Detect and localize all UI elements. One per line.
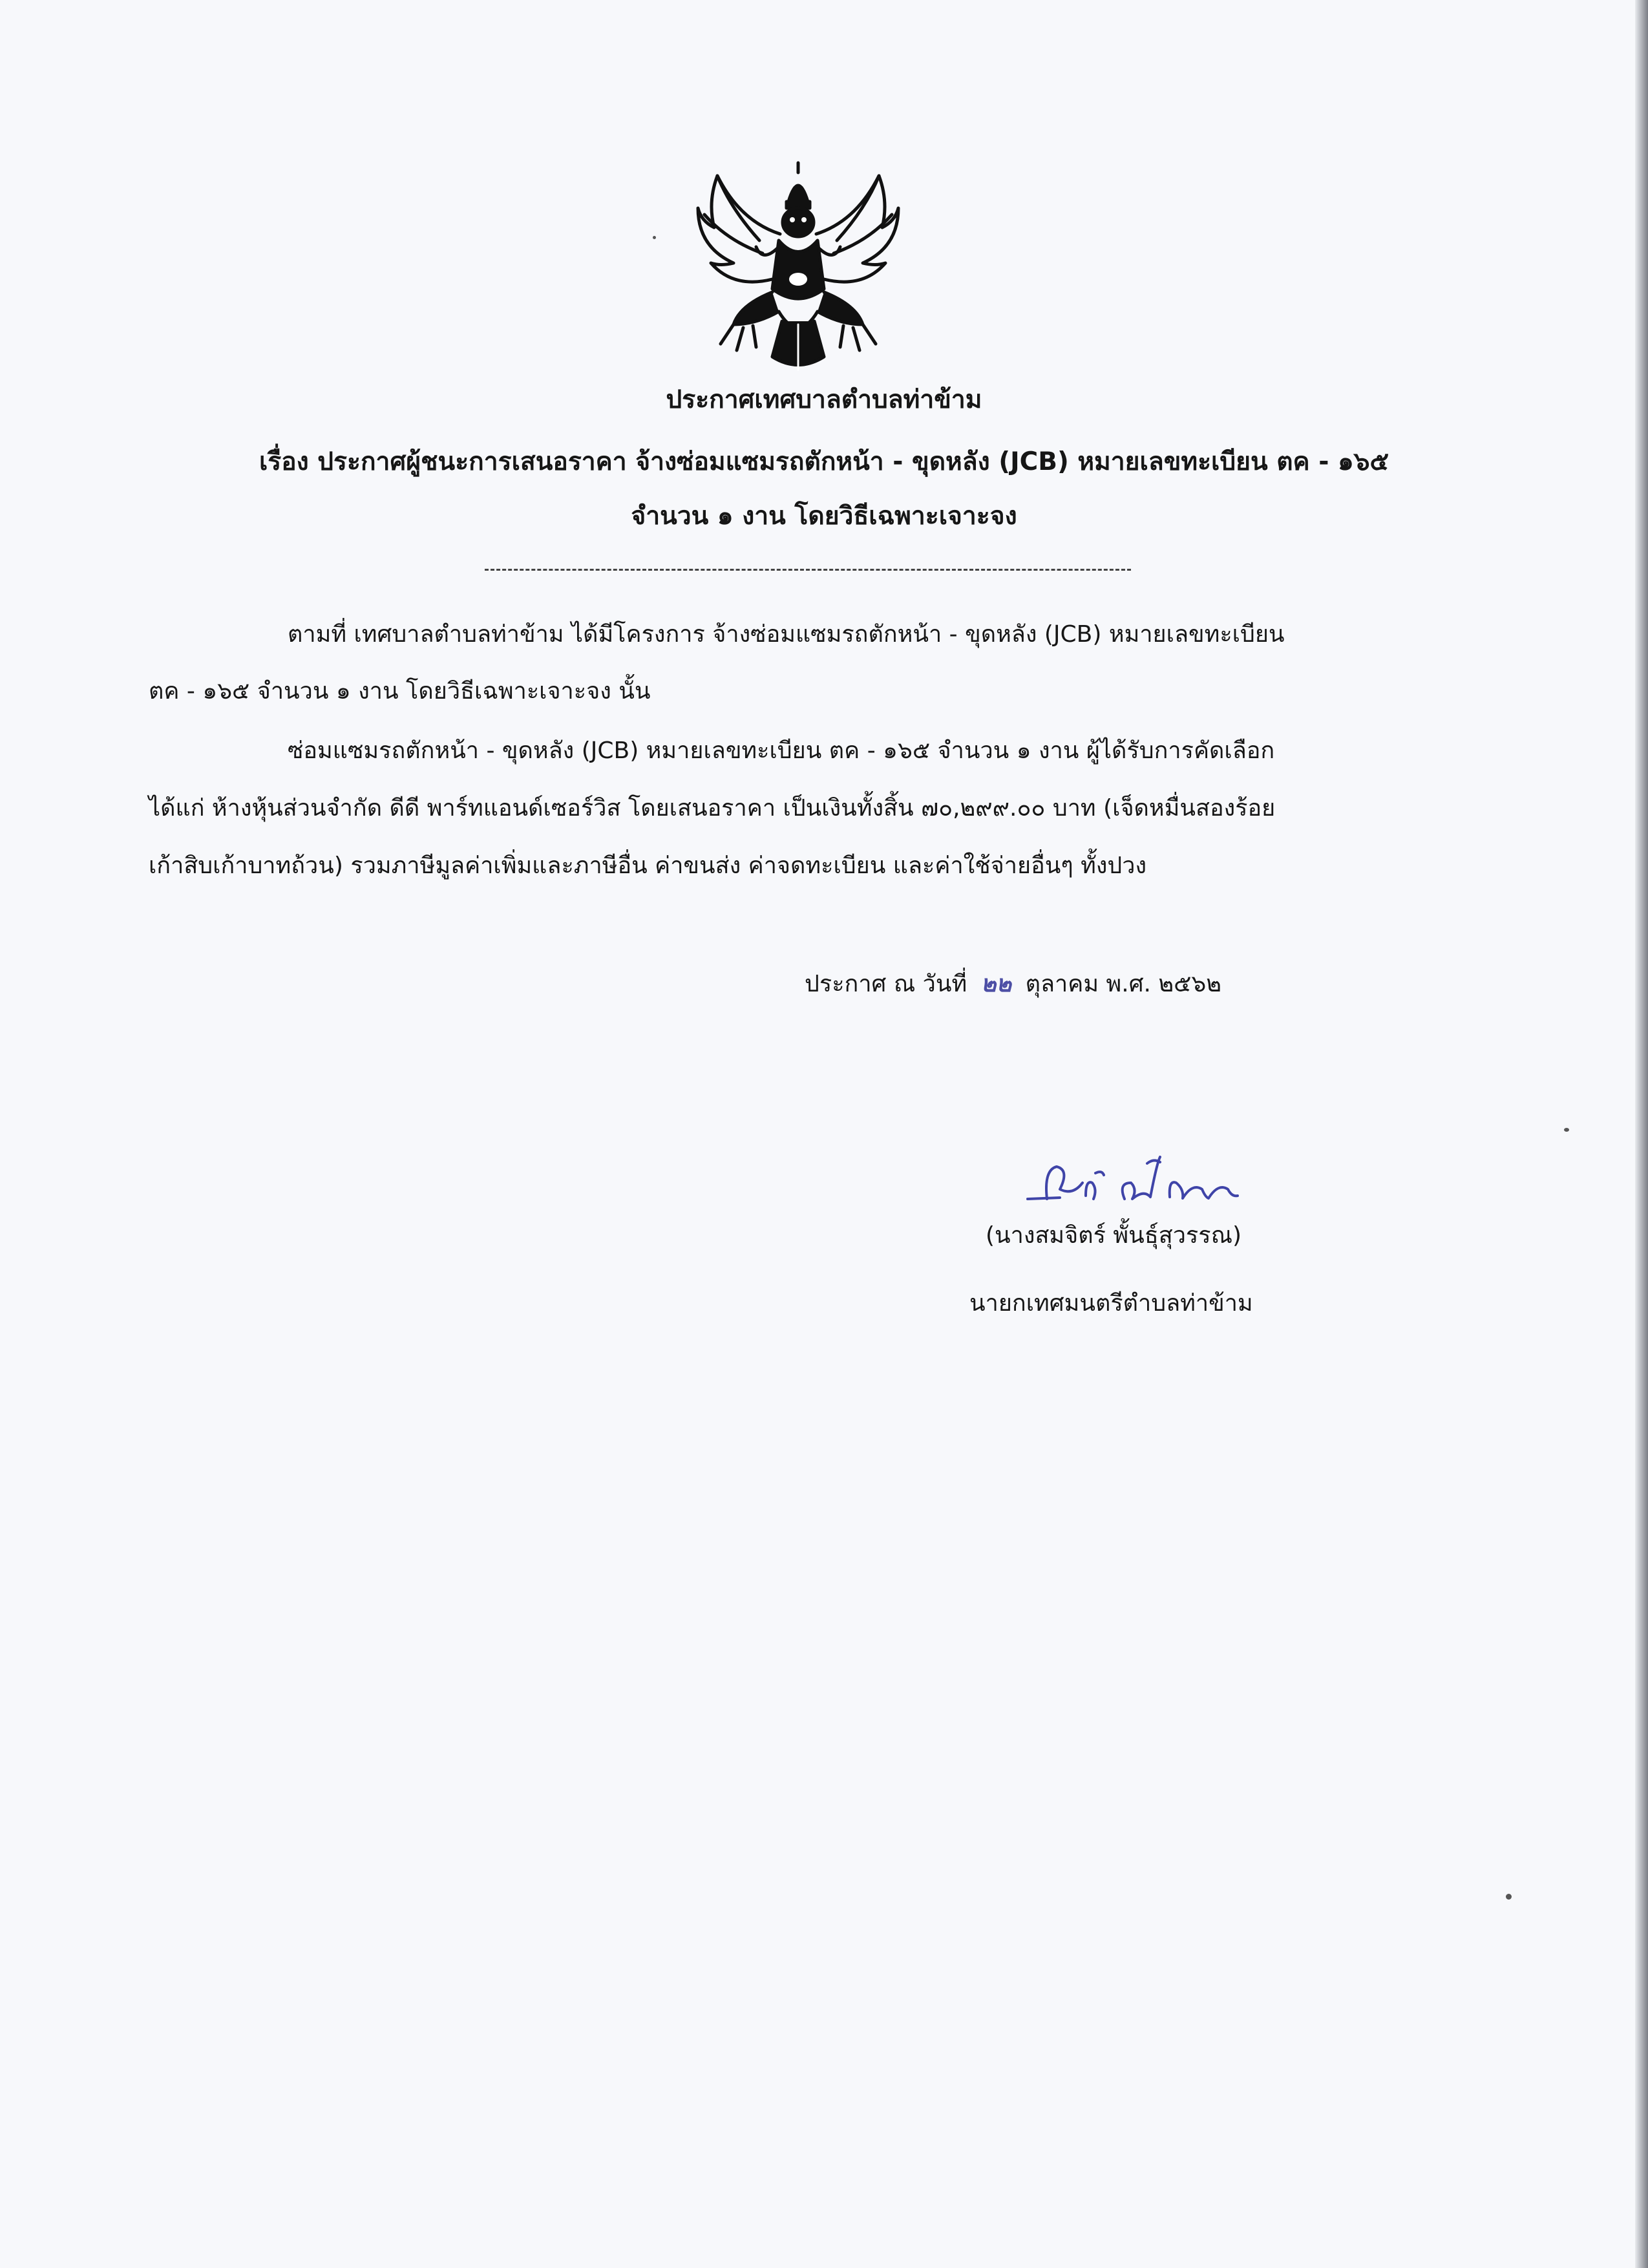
date-suffix: ตุลาคม พ.ศ. ๒๕๖๒ [1025, 971, 1221, 997]
paragraph-2-line-2: ได้แก่ ห้างหุ้นส่วนจำกัด ดีดี พาร์ทแอนด์เซอร์วิส โดยเสนอราคา เป็นเงินทั้งสิ้น ๗๐,๒๙๙.๐๐ บาท (เจ็ดหมื่นสองร้อย [149, 795, 1276, 821]
signatory-title: นายกเทศมนตรีตำบลท่าข้าม [969, 1290, 1253, 1317]
handwritten-day: ๒๒ [980, 971, 1012, 997]
paragraph-2-line-3: เก้าสิบเก้าบาทถ้วน) รวมภาษีมูลค่าเพิ่มและภาษีอื่น ค่าขนส่ง ค่าจดทะเบียน และค่าใช้จ่ายอื่นๆ ทั้งปวง [149, 853, 1147, 879]
garuda-emblem-icon [695, 150, 902, 386]
scan-edge [1635, 0, 1648, 2268]
date-prefix: ประกาศ ณ วันที่ [805, 971, 967, 997]
handwritten-signature [1021, 1144, 1254, 1222]
paragraph-1-line-2: ตค - ๑๖๕ จำนวน ๑ งาน โดยวิธีเฉพาะเจาะจง นั้น [149, 678, 651, 705]
scan-speck [653, 236, 656, 239]
paragraph-1-line-1: ตามที่ เทศบาลตำบลท่าข้าม ได้มีโครงการ จ้างซ่อมแซมรถตักหน้า - ขุดหลัง (JCB) หมายเลขทะเบียน [288, 621, 1285, 648]
scan-speck [1506, 1894, 1512, 1900]
announcement-subject-continued: จำนวน ๑ งาน โดยวิธีเฉพาะเจาะจง [631, 502, 1017, 531]
announcement-date [805, 967, 1221, 1002]
announcement-heading: ประกาศเทศบาลตำบลท่าข้าม [666, 385, 982, 414]
scan-speck [1564, 1128, 1569, 1132]
announcement-subject: เรื่อง ประกาศผู้ชนะการเสนอราคา จ้างซ่อมแซมรถตักหน้า - ขุดหลัง (JCB) หมายเลขทะเบียน ตค - ๑๖๕ [259, 447, 1389, 476]
signatory-name: (นางสมจิตร์ พั้นธุ์สุวรรณ) [986, 1222, 1242, 1249]
paragraph-2-line-1: ซ่อมแซมรถตักหน้า - ขุดหลัง (JCB) หมายเลขทะเบียน ตค - ๑๖๕ จำนวน ๑ งาน ผู้ได้รับการคัดเลือก [288, 737, 1275, 764]
dashed-separator [485, 569, 1131, 571]
